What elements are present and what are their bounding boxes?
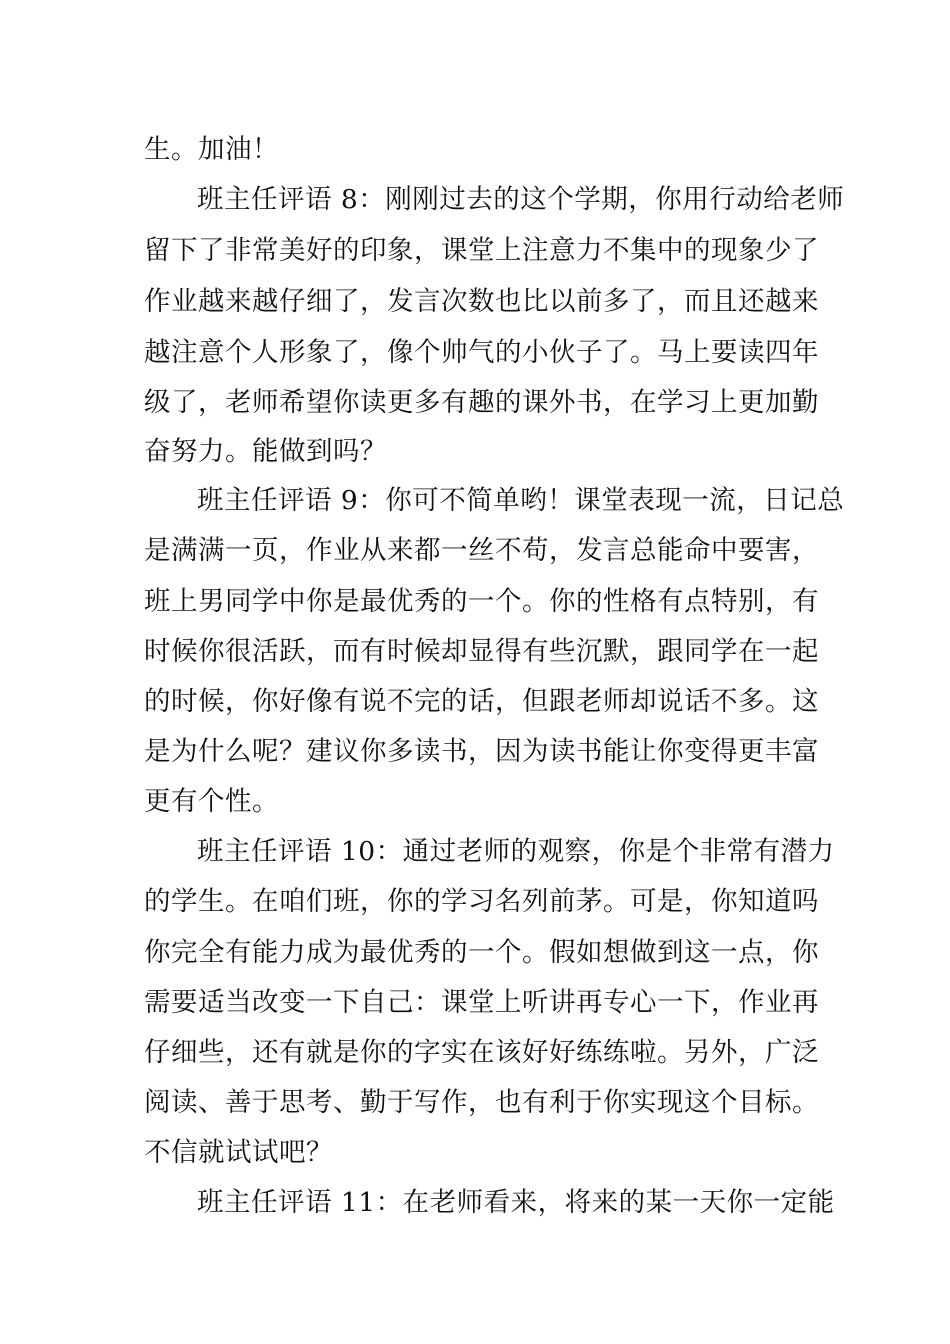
text-line: 的学生。在咱们班，你的学习名列前茅。可是，你知道吗 [144, 886, 819, 917]
text-line: 时候你很活跃，而有时候却显得有些沉默，跟同学在一起 [144, 636, 819, 667]
text-line: 留下了非常美好的印象，课堂上注意力不集中的现象少了 [144, 235, 819, 266]
text-line: 是为什么呢？建议你多读书，因为读书能让你变得更丰富 [144, 736, 819, 767]
text-line: 班上男同学中你是最优秀的一个。你的性格有点特别，有 [144, 586, 819, 617]
paragraph-heading-line: 班主任评语 10：通过老师的观察，你是个非常有潜力 [197, 836, 835, 867]
text-line: 越注意个人形象了，像个帅气的小伙子了。马上要读四年 [144, 337, 819, 368]
text-line: 不信就试试吧？ [144, 1137, 333, 1168]
paragraph-heading-line: 班主任评语 8：刚刚过去的这个学期，你用行动给老师 [197, 184, 845, 215]
text-line: 奋努力。能做到吗？ [144, 436, 387, 467]
text-line: 的时候，你好像有说不完的话，但跟老师却说话不多。这 [144, 686, 819, 717]
paragraph-heading-line: 班主任评语 9：你可不简单哟！课堂表现一流，日记总 [197, 485, 845, 516]
text-line: 作业越来越仔细了，发言次数也比以前多了，而且还越来 [144, 286, 819, 317]
text-line: 阅读、善于思考、勤于写作，也有利于你实现这个目标。 [144, 1087, 819, 1118]
text-line: 仔细些，还有就是你的字实在该好好练练啦。另外，广泛 [144, 1037, 819, 1068]
text-line: 级了，老师希望你读更多有趣的课外书，在学习上更加勤 [144, 387, 819, 418]
text-line: 你完全有能力成为最优秀的一个。假如想做到这一点，你 [144, 937, 819, 968]
text-line: 是满满一页，作业从来都一丝不苟，发言总能命中要害， [144, 535, 819, 566]
text-line: 需要适当改变一下自己：课堂上听讲再专心一下，作业再 [144, 987, 819, 1018]
text-line: 生。加油！ [144, 134, 279, 165]
paragraph-heading-line: 班主任评语 11：在老师看来，将来的某一天你一定能 [197, 1187, 835, 1218]
text-line: 更有个性。 [144, 786, 279, 817]
